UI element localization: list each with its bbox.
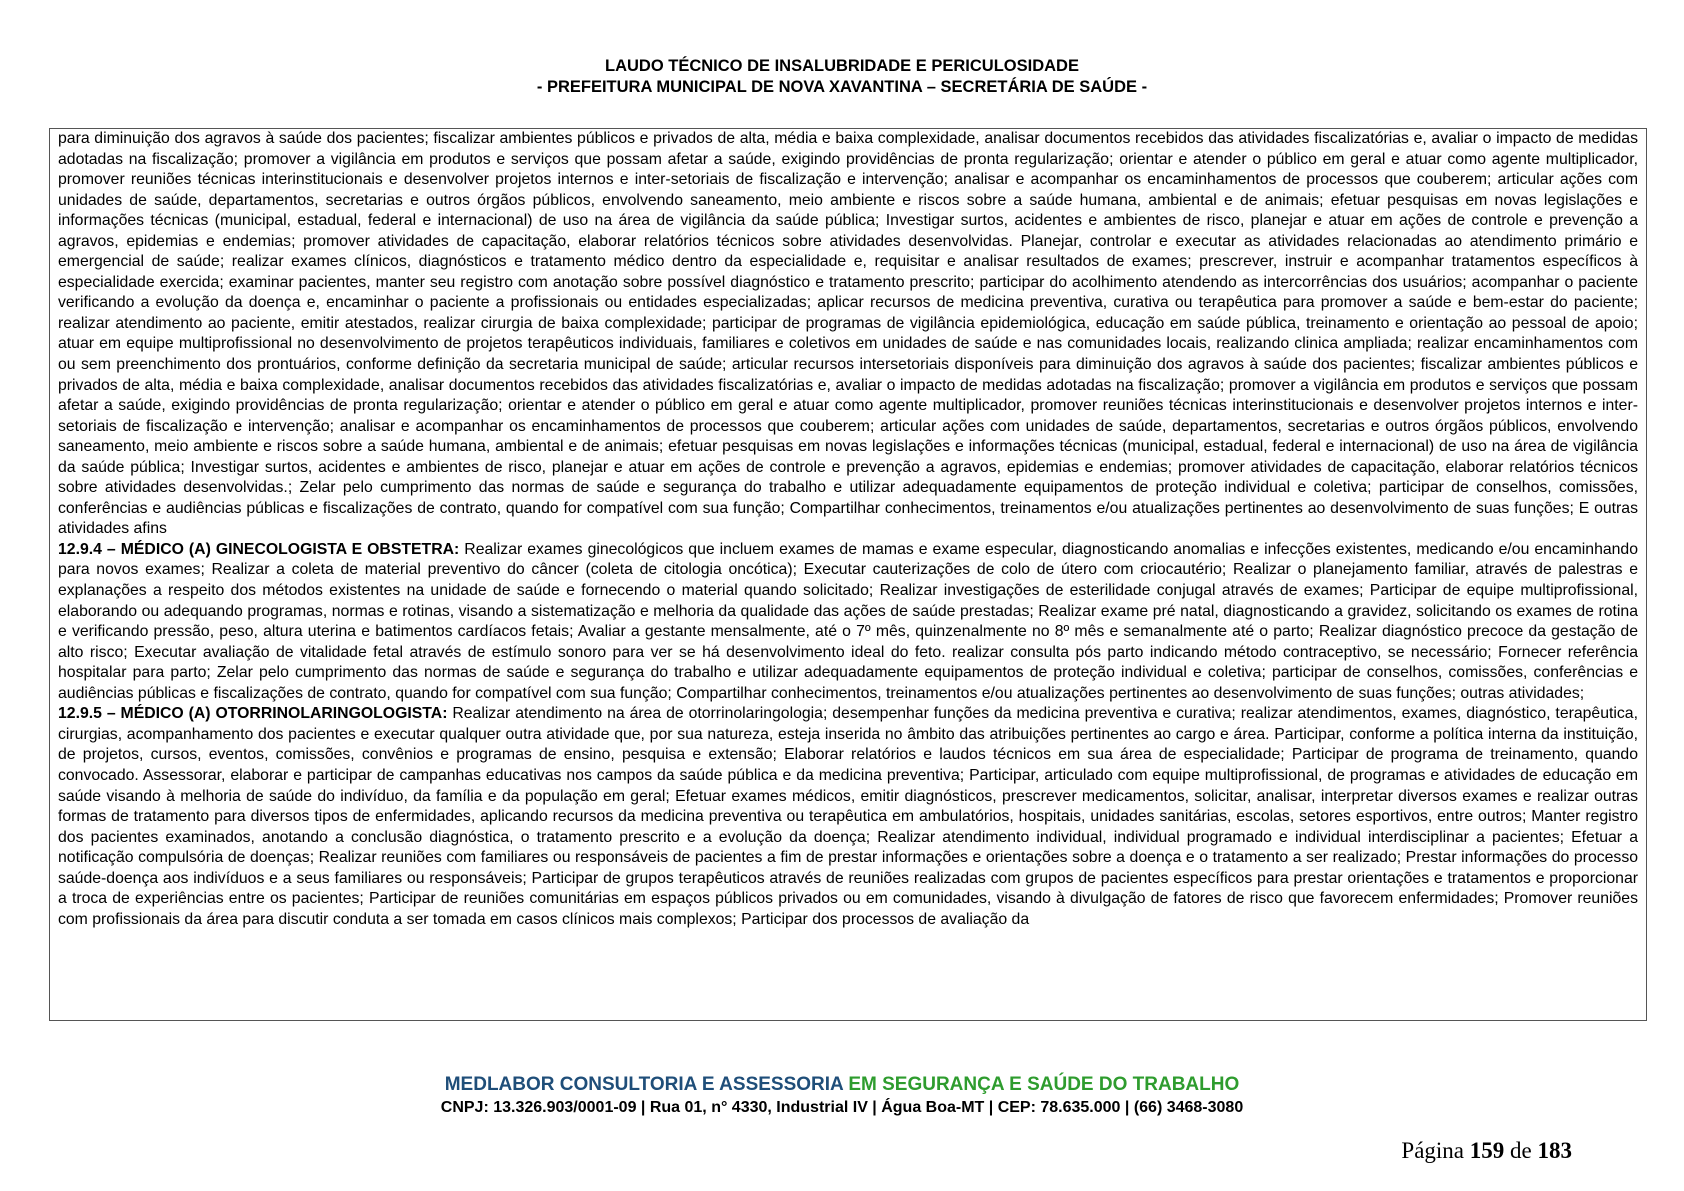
footer-company (0, 1073, 1684, 1097)
page-label: Página (1401, 1138, 1470, 1163)
document-subtitle: - PREFEITURA MUNICIPAL DE NOVA XAVANTINA – SECRETÁRIA DE SAÚDE - (536, 78, 1148, 96)
page-number (1401, 1137, 1572, 1165)
page-total: 183 (1537, 1138, 1572, 1163)
body-paragraph: para diminuição dos agravos à saúde dos pacientes; fiscalizar ambientes públicos e privados de alta, média e baixa complexidade, analisar documentos recebidos das atividades fiscalizatórias e, avaliar o impacto de medidas adotadas na fiscalização; promover a vigilância em produtos e serviços que possam afetar a saúde, exigindo providências de pronta regularização; orientar e atender o público em geral e atuar como agente multiplicador, promover reuniões técnicas interinstitucionais e desenvolver projetos internos e inter-setoriais de fiscalização e intervenção; analisar e acompanhar os encaminhamentos de processos que couberem; articular ações com unidades de saúde, departamentos, secretarias e outros órgãos públicos, envolvendo saneamento, meio ambiente e riscos sobre a saúde humana, ambiental e de animais; efetuar pesquisas em novas legislações e informações técnicas (municipal, estadual, federal e internacional) de uso na área de vigilância da saúde pública; Investigar surtos, acidentes e ambientes de risco, planejar e atuar em ações de controle e prevenção a agravos, epidemias e endemias; promover atividades de capacitação, elaborar relatórios técnicos sobre atividades desenvolvidas. Planejar, controlar e executar as atividades relacionadas ao atendimento primário e emergencial de saúde; realizar exames clínicos, diagnósticos e tratamento médico dentro da especialidade e, requisitar e analisar resultados de exames; prescrever, instruir e acompanhar tratamentos específicos à especialidade exercida; examinar pacientes, manter seu registro com anotação sobre possível diagnóstico e tratamento prescrito; participar do acolhimento atendendo as intercorrências dos usuários; acompanhar o paciente verificando a evolução da doença e, encaminhar o paciente a profissionais ou entidades especializadas; aplicar recursos de medicina preventiva, curativa ou terapêutica para promover a saúde e bem-estar do paciente; realizar atendimento ao paciente, emitir atestados, realizar cirurgia de baixa complexidade; participar de programas de vigilância epidemiológica, educação em saúde pública, treinamento e orientação ao pessoal de apoio; atuar em equipe multiprofissional no desenvolvimento de projetos terapêuticos individuais, familiares e coletivos em unidades de saúde e nas comunidades locais, realizando clinica ampliada; realizar encaminhamentos com ou sem preenchimento dos prontuários, conforme definição da secretaria municipal de saúde; articular recursos intersetoriais disponíveis para diminuição dos agravos à saúde dos pacientes; fiscalizar ambientes públicos e privados de alta, média e baixa complexidade, analisar documentos recebidos das atividades fiscalizatórias e, avaliar o impacto de medidas adotadas na fiscalização; promover a vigilância em produtos e serviços que possam afetar a saúde, exigindo providências de pronta regularização; orientar e atender o público em geral e atuar como agente multiplicador, promover reuniões técnicas interinstitucionais e desenvolver projetos internos e inter-setoriais de fiscalização e intervenção; analisar e acompanhar os encaminhamentos de processos que couberem; articular ações com unidades de saúde, departamentos, secretarias e outros órgãos públicos, envolvendo saneamento, meio ambiente e riscos sobre a saúde humana, ambiental e de animais; efetuar pesquisas em novas legislações e informações técnicas (municipal, estadual, federal e internacional) de uso na área de vigilância da saúde pública; Investigar surtos, acidentes e ambientes de risco, planejar e atuar em ações de controle e prevenção a agravos, epidemias e endemias; promover atividades de capacitação, elaborar relatórios técnicos sobre atividades desenvolvidas.; Zelar pelo cumprimento das normas de saúde e segurança do trabalho e utilizar adequadamente equipamentos de proteção individual e coletiva; participar de conselhos, comissões, conferências e audiências públicas e fiscalizações de contrato, quando for compatível com sua função; Compartilhar conhecimentos, treinamentos e/ou atualizações pertinentes ao desenvolvimento de suas funções; E outras atividades afins (58, 130, 1638, 538)
section-title: 12.9.4 – MÉDICO (A) GINECOLOGISTA E OBSTETRA: (58, 540, 460, 558)
content-box (49, 128, 1647, 1021)
document-title: LAUDO TÉCNICO DE INSALUBRIDADE E PERICULOSIDADE (605, 57, 1079, 75)
section-ginecologista (58, 540, 1638, 704)
page-of: de (1504, 1138, 1538, 1163)
section-otorrinolaringologista (58, 704, 1638, 930)
footer-address: CNPJ: 13.326.903/0001-09 | Rua 01, n° 4330, Industrial IV | Água Boa-MT | CEP: 78.635.000 | (66) 3468-3080 (440, 1099, 1244, 1116)
document-header (0, 56, 1684, 98)
page-current: 159 (1469, 1138, 1505, 1163)
body-text (58, 129, 1638, 930)
company-name: MEDLABOR CONSULTORIA E ASSESSORIA (444, 1074, 844, 1095)
section-text: Realizar atendimento na área de otorrinolaringologia; desempenhar funções da medicina preventiva e curativa; realizar atendimentos, exames, diagnóstico, terapêutica, cirurgias, acompanhamento dos pacientes e executar qualquer outra atividade que, por sua natureza, esteja inserida no âmbito das atribuições pertinentes ao cargo e área. Participar, conforme a política interna da instituição, de projetos, cursos, eventos, comissões, convênios e programas de ensino, pesquisa e extensão; Elaborar relatórios e laudos técnicos em sua área de especialidade; Participar de programa de treinamento, quando convocado. Assessorar, elaborar e participar de campanhas educativas nos campos da saúde pública e da medicina preventiva; Participar, articulado com equipe multiprofissional, de programas e atividades de educação em saúde visando à melhoria de saúde do indivíduo, da família e da população em geral; Efetuar exames médicos, emitir diagnósticos, prescrever medicamentos, solicitar, analisar, interpretar diversos exames e realizar outras formas de tratamento para diversos tipos de enfermidades, aplicando recursos da medicina preventiva ou terapêutica em ambulatórios, hospitais, unidades sanitárias, escolas, setores esportivos, entre outros; Manter registro dos pacientes examinados, anotando a conclusão diagnóstica, o tratamento prescrito e a evolução da doença; Realizar atendimento individual, individual programado e individual interdisciplinar a pacientes; Efetuar a notificação compulsória de doenças; Realizar reuniões com familiares ou responsáveis de pacientes a fim de prestar informações e orientações sobre a doença e o tratamento a ser realizado; Prestar informações do processo saúde-doença aos indivíduos e a seus familiares ou responsáveis; Participar de grupos terapêuticos através de reuniões realizadas com grupos de pacientes específicos para prestar orientações e tratamentos e proporcionar a troca de experiências entre os pacientes; Participar de reuniões comunitárias em espaços públicos privados ou em comunidades, visando à divulgação de fatores de risco que favorecem enfermidades; Promover reuniões com profissionais da área para discutir conduta a ser tomada em casos clínicos mais complexos; Participar dos processos de avaliação da (58, 705, 1638, 928)
company-tagline: EM SEGURANÇA E SAÚDE DO TRABALHO (843, 1074, 1240, 1095)
section-title: 12.9.5 – MÉDICO (A) OTORRINOLARINGOLOGISTA: (58, 705, 448, 723)
section-text: Realizar exames ginecológicos que incluem exames de mamas e exame especular, diagnosticando anomalias e infecções existentes, medicando e/ou encaminhando para novos exames; Realizar a coleta de material preventivo do câncer (coleta de citologia oncótica); Executar cauterizações de colo de útero com criocautério; Realizar o planejamento familiar, através de palestras e explanações a respeito dos métodos existentes na unidade de saúde e fornecendo o material quando solicitado; Realizar investigações de esterilidade conjugal através de exames; Participar de equipe multiprofissional, elaborando ou adequando programas, normas e rotinas, visando a sistematização e melhoria da qualidade das ações de saúde prestadas; Realizar exame pré natal, diagnosticando a gravidez, solicitando os exames de rotina e verificando pressão, peso, altura uterina e batimentos cardíacos fetais; Avaliar a gestante mensalmente, até o 7º mês, quinzenalmente no 8º mês e semanalmente até o parto; Realizar diagnóstico precoce da gestação de alto risco; Executar avaliação de vitalidade fetal através de estímulo sonoro para ver se há desenvolvimento ideal do feto. realizar consulta pós parto indicando método contraceptivo, se necessário; Fornecer referência hospitalar para parto; Zelar pelo cumprimento das normas de saúde e segurança do trabalho e utilizar adequadamente equipamentos de proteção individual e coletiva; participar de conselhos, comissões, conferências e audiências públicas e fiscalizações de contrato, quando for compatível com sua função; Compartilhar conhecimentos, treinamentos e/ou atualizações pertinentes ao desenvolvimento de suas funções; outras atividades; (58, 540, 1638, 702)
